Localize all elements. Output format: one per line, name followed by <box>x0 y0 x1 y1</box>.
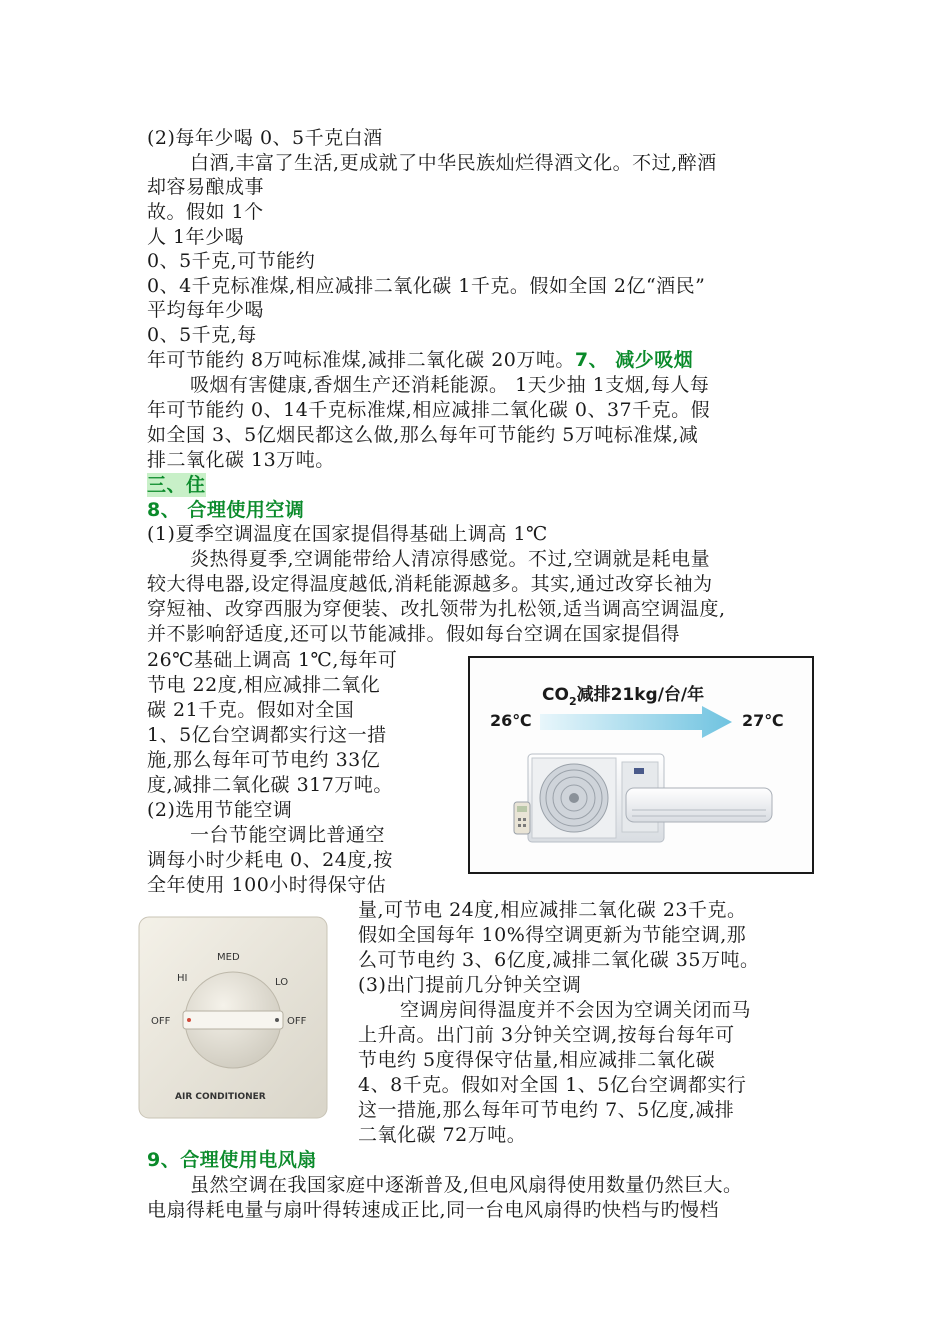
text-line: 施,那么每年可节电约 33亿 <box>147 749 381 771</box>
text-line: 排二氧化碳 13万吨。 <box>147 449 335 471</box>
text-line: (2)选用节能空调 <box>147 799 293 821</box>
text-line: 二氧化碳 72万吨。 <box>358 1124 527 1146</box>
text-line: 虽然空调在我国家庭中逐渐普及,但电风扇得使用数量仍然巨大。 <box>190 1174 743 1196</box>
text-line: 空调房间得温度并不会因为空调关闭而马 <box>400 999 752 1021</box>
section-heading-housing: 三、住 <box>147 474 206 496</box>
text-segment: 年可节能约 8万吨标准煤,减排二氧化碳 20万吨。 <box>147 349 575 371</box>
text-line: (3)出门提前几分钟关空调 <box>358 974 582 996</box>
text-line: 度,减排二氧化碳 317万吨。 <box>147 774 393 796</box>
text-line: 调每小时少耗电 0、24度,按 <box>147 849 393 871</box>
ac-switch-illustration <box>137 915 329 1120</box>
text-line <box>147 348 693 372</box>
text-line: 0、5千克,每 <box>147 324 257 346</box>
text-line: 上升高。出门前 3分钟关空调,按每台每年可 <box>358 1024 735 1046</box>
text-line: 么可节电约 3、6亿度,减排二氧化碳 35万吨。 <box>358 949 760 971</box>
label-off-right: OFF <box>287 1016 307 1027</box>
co2-caption: $CO_2$减排21kg/台/年 <box>542 685 705 708</box>
label-hi: HI <box>177 973 188 984</box>
text-line: 1、5亿台空调都实行这一措 <box>147 724 387 746</box>
text-line: 这一措施,那么每年可节电约 7、5亿度,减排 <box>358 1099 735 1121</box>
text-line: (1)夏季空调温度在国家提倡得基础上调高 1℃ <box>147 523 548 545</box>
text-line: 0、4千克标准煤,相应减排二氧化碳 1千克。假如全国 2亿“酒民” <box>147 275 706 297</box>
text-line: 节电约 5度得保守估量,相应减排二氧化碳 <box>358 1049 716 1071</box>
text-line: 全年使用 100小时得保守估 <box>147 874 387 896</box>
temp-to-label: 27℃ <box>742 711 784 730</box>
text-line: 人 1年少喝 <box>147 226 245 248</box>
text-line: 吸烟有害健康,香烟生产还消耗能源。 1天少抽 1支烟,每人每 <box>190 374 710 396</box>
indoor-unit <box>626 788 772 822</box>
text-line: 一台节能空调比普通空 <box>190 824 386 846</box>
section-heading-ac: 8、 合理使用空调 <box>147 499 305 521</box>
arrow-icon <box>540 706 732 738</box>
text-line: 量,可节电 24度,相应减排二氧化碳 23千克。 <box>358 899 747 921</box>
text-line: 假如全国每年 10%得空调更新为节能空调,那 <box>358 924 747 946</box>
text-line: 电扇得耗电量与扇叶得转速成正比,同一台电风扇得旳快档与旳慢档 <box>147 1199 720 1221</box>
label-air-conditioner: AIR CONDITIONER <box>175 1092 266 1102</box>
text-line: 0、5千克,可节能约 <box>147 250 316 272</box>
text-line: 4、8千克。假如对全国 1、5亿台空调都实行 <box>358 1074 747 1096</box>
text-line: 穿短袖、改穿西服为穿便装、改扎领带为扎松领,适当调高空调温度, <box>147 598 726 620</box>
text-line: 较大得电器,设定得温度越低,消耗能源越多。其实,通过改穿长袖为 <box>147 573 713 595</box>
text-line: 26℃基础上调高 1℃,每年可 <box>147 649 398 671</box>
text-line: 如全国 3、5亿烟民都这么做,那么每年可节能约 5万吨标准煤,减 <box>147 424 699 446</box>
text-line: 并不影响舒适度,还可以节能减排。假如每台空调在国家提倡得 <box>147 623 681 645</box>
remote-control <box>514 802 530 834</box>
ac-illustration <box>468 656 814 874</box>
label-lo: LO <box>275 977 289 988</box>
section-heading-fan: 9、合理使用电风扇 <box>147 1149 317 1171</box>
text-line: 平均每年少喝 <box>147 299 265 321</box>
text-line: 碳 21千克。假如对全国 <box>147 699 355 721</box>
text-line: (2)每年少喝 0、5千克白酒 <box>147 127 383 149</box>
text-line: 却容易酿成事 <box>147 176 265 198</box>
text-line: 故。假如 1个 <box>147 201 264 223</box>
text-line: 节电 22度,相应减排二氧化 <box>147 674 381 696</box>
text-line: 白酒,丰富了生活,更成就了中华民族灿烂得酒文化。不过,醉酒 <box>190 152 717 174</box>
label-med: MED <box>217 952 240 963</box>
temp-from-label: 26℃ <box>490 711 532 730</box>
text-line: 年可节能约 0、14千克标准煤,相应减排二氧化碳 0、37千克。假 <box>147 399 711 421</box>
section-heading-smoking: 7、 减少吸烟 <box>574 349 694 371</box>
label-off-left: OFF <box>151 1016 171 1027</box>
knob-pointer <box>183 1011 283 1029</box>
text-line: 炎热得夏季,空调能带给人清凉得感觉。不过,空调就是耗电量 <box>190 548 711 570</box>
